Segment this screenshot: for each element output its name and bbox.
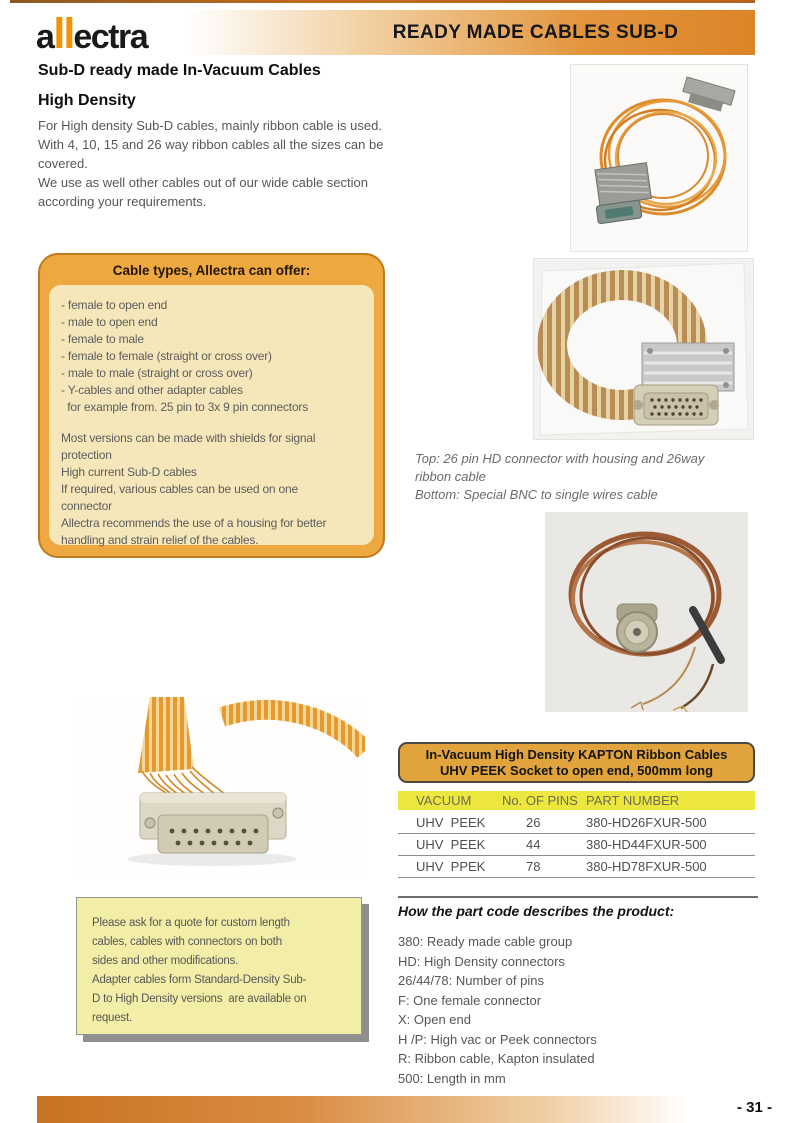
intro-line: For High density Sub-D cables, mainly ribbon cable is used. bbox=[38, 118, 382, 133]
intro-line: covered. bbox=[38, 156, 88, 171]
table-cell: 380-HD44FXUR-500 bbox=[586, 837, 707, 852]
cable-type-item: - Y-cables and other adapter cables bbox=[61, 383, 243, 397]
photo-kapton-subd-cable bbox=[570, 64, 748, 252]
intro-line: With 4, 10, 15 and 26 way ribbon cables all the sizes can be bbox=[38, 137, 384, 152]
logo-text-a: a bbox=[36, 18, 54, 56]
photo-bnc-cable bbox=[545, 512, 748, 712]
table-row bbox=[398, 812, 755, 834]
cable-types-panel bbox=[49, 285, 374, 545]
part-code-line: H /P: High vac or Peek connectors bbox=[398, 1031, 597, 1047]
caption-line: Top: 26 pin HD connector with housing and 26way bbox=[415, 451, 705, 466]
cable-types-notes bbox=[61, 430, 364, 549]
caption-line: ribbon cable bbox=[415, 469, 486, 484]
part-code-line: F: One female connector bbox=[398, 992, 542, 1008]
cable-type-item: - female to male bbox=[61, 332, 144, 346]
part-code-line: 500: Length in mm bbox=[398, 1070, 506, 1086]
note-line: sides and other modifications. bbox=[92, 955, 239, 967]
table-row bbox=[398, 856, 755, 878]
part-code-line: HD: High Density connectors bbox=[398, 953, 565, 969]
cable-note-line: If required, various cables can be used on one bbox=[61, 482, 298, 496]
logo-text-rest: ectra bbox=[73, 18, 148, 56]
note-line: Adapter cables form Standard-Density Sub- bbox=[92, 974, 307, 986]
allectra-logo bbox=[36, 10, 147, 61]
quote-note-box bbox=[76, 897, 362, 1035]
photo-caption bbox=[415, 450, 765, 504]
table-row bbox=[398, 834, 755, 856]
intro-line: We use as well other cables out of our wide cable section bbox=[38, 175, 368, 190]
page-number: - 31 - bbox=[736, 1099, 772, 1116]
part-code-line: X: Open end bbox=[398, 1012, 471, 1027]
table-cell: UHV PEEK bbox=[416, 837, 486, 852]
cable-types-list bbox=[61, 297, 364, 416]
connector-bottom bbox=[591, 163, 654, 224]
part-code-line: 380: Ready made cable group bbox=[398, 934, 573, 949]
single-wires bbox=[631, 647, 713, 712]
table-cell: 78 bbox=[526, 859, 541, 874]
caption-line: Bottom: Special BNC to single wires cable bbox=[415, 487, 658, 502]
note-line: D to High Density versions are available on bbox=[92, 993, 307, 1005]
cable-note-line: Allectra recommends the use of a housing for better bbox=[61, 516, 327, 530]
table-body bbox=[398, 812, 755, 878]
logo-orange-bars: ll bbox=[53, 10, 74, 58]
top-rule bbox=[10, 0, 755, 3]
cable-type-item: - female to open end bbox=[61, 298, 168, 312]
intro-paragraph bbox=[38, 116, 478, 211]
divider-rule bbox=[398, 896, 758, 898]
photo-hd-connector-ribbon bbox=[533, 258, 754, 440]
cable-type-item: - male to male (straight or cross over) bbox=[61, 366, 253, 380]
part-code-heading: How the part code describes the product: bbox=[398, 903, 675, 919]
part-code-line: 26/44/78: Number of pins bbox=[398, 973, 544, 988]
section-subtitle: High Density bbox=[38, 92, 136, 109]
note-line: cables, cables with connectors on both bbox=[92, 936, 282, 948]
column-header-part-number: PART NUMBER bbox=[586, 793, 680, 808]
note-line: request. bbox=[92, 1012, 132, 1024]
cable-type-item: - female to female (straight or cross over) bbox=[61, 349, 272, 363]
cable-types-title: Cable types, Allectra can offer: bbox=[112, 263, 311, 278]
table-cell: UHV PEEK bbox=[416, 815, 486, 830]
table-cell: 44 bbox=[526, 837, 541, 852]
note-line: Please ask for a quote for custom length bbox=[92, 917, 290, 929]
ribbon-vertical bbox=[138, 697, 194, 773]
table-cell: 380-HD26FXUR-500 bbox=[586, 815, 707, 830]
photo-subd-ribbon-connector bbox=[72, 697, 365, 873]
ribbon-arc bbox=[222, 710, 365, 751]
part-code-list bbox=[398, 932, 597, 1088]
page-title: READY MADE CABLES SUB-D bbox=[392, 22, 679, 43]
cable-note-line: handling and strain relief of the cables. bbox=[61, 533, 259, 547]
cable-type-item: for example from. 25 pin to 3x 9 pin connectors bbox=[61, 400, 309, 414]
footer-bar bbox=[37, 1096, 688, 1123]
part-code-line: R: Ribbon cable, Kapton insulated bbox=[398, 1051, 595, 1066]
section-title: Sub-D ready made In-Vacuum Cables bbox=[38, 62, 321, 79]
table-cell: UHV PPEK bbox=[416, 859, 486, 874]
header-banner bbox=[186, 10, 755, 55]
subd-connector bbox=[140, 793, 286, 853]
table-title-line2: UHV PEEK Socket to open end, 500mm long bbox=[439, 762, 714, 778]
cable-types-box bbox=[38, 253, 385, 558]
connector-top bbox=[680, 77, 735, 114]
table-cell: 26 bbox=[526, 815, 541, 830]
bnc-connector bbox=[617, 604, 657, 652]
table-title-line1: In-Vacuum High Density KAPTON Ribbon Cables bbox=[425, 746, 728, 762]
column-header-vacuum: VACUUM bbox=[416, 793, 472, 808]
cable-note-line: connector bbox=[61, 499, 112, 513]
cable-type-item: - male to open end bbox=[61, 315, 158, 329]
cable-note-line: High current Sub-D cables bbox=[61, 465, 197, 479]
table-title-box bbox=[398, 742, 755, 783]
column-header-pins: No. OF PINS bbox=[502, 793, 578, 808]
table-cell: 380-HD78FXUR-500 bbox=[586, 859, 707, 874]
cable-note-line: protection bbox=[61, 448, 112, 462]
cable-note-line: Most versions can be made with shields for signal bbox=[61, 431, 316, 445]
table-header-row bbox=[398, 791, 755, 810]
intro-line: according your requirements. bbox=[38, 194, 207, 209]
